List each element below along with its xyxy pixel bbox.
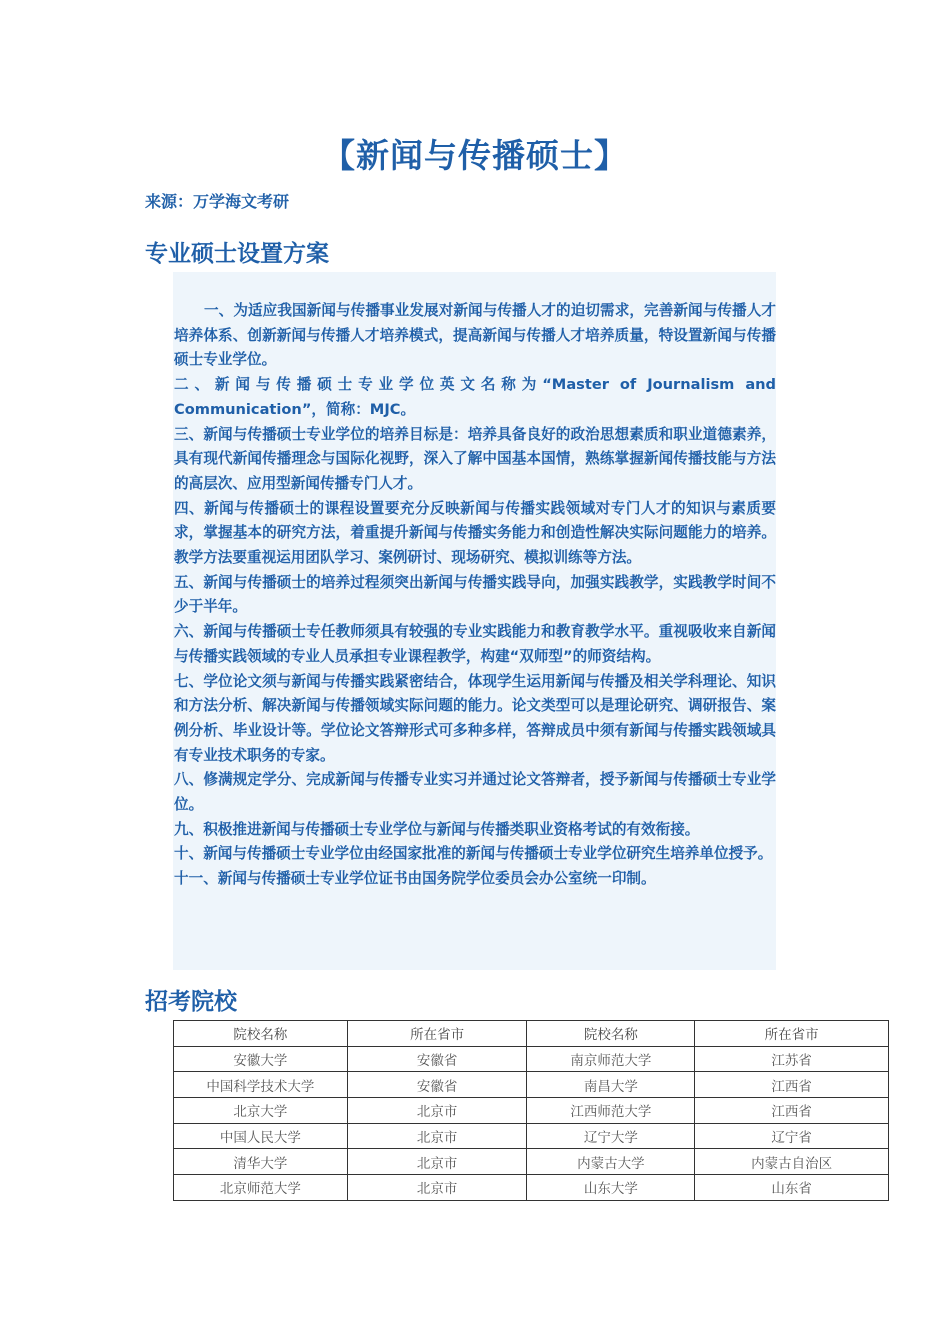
plan-paragraph: 二、新闻与传播硕士专业学位英文名称为“Master of Journalism and Communication”，简称：MJC。 [174,376,776,418]
school-name-cell: 中国人民大学 [174,1123,348,1149]
school-name-cell: 内蒙古大学 [527,1149,695,1175]
plan-paragraph: 十一、新闻与传播硕士专业学位证书由国务院学位委员会办公室统一印制。 [174,870,656,888]
plan-paragraph: 六、新闻与传播硕士专任教师须具有较强的专业实践能力和教育教学水平。重视吸收来自新闻与传播实践领域的专业人员承担专业课程教学，构建“双师型”的师资结构。 [174,623,776,665]
province-cell: 北京市 [347,1175,527,1201]
table-row [174,1072,889,1098]
school-name-cell: 北京师范大学 [174,1175,348,1201]
table-header-row [174,1021,889,1047]
school-name-cell: 中国科学技术大学 [174,1072,348,1098]
plan-paragraph: 十、新闻与传播硕士专业学位由经国家批准的新闻与传播硕士专业学位研究生培养单位授予。 [174,845,773,863]
plan-paragraph: 五、新闻与传播硕士的培养过程须突出新闻与传播实践导向，加强实践教学，实践教学时间不少于半年。 [174,573,776,616]
plan-paragraph: 一、为适应我国新闻与传播事业发展对新闻与传播人才的迫切需求，完善新闻与传播人才培养体系、创新新闻与传播人才培养模式，提高新闻与传播人才培养质量，特设置新闻与传播硕士专业学位。 [174,302,776,369]
province-cell: 安徽省 [347,1072,527,1098]
school-name-cell: 南昌大学 [527,1072,695,1098]
school-name-cell: 安徽大学 [174,1046,348,1072]
province-cell: 江西省 [695,1072,889,1098]
plan-paragraph: 八、修满规定学分、完成新闻与传播专业实习并通过论文答辩者，授予新闻与传播硕士专业学位。 [174,771,776,814]
province-cell: 北京市 [347,1123,527,1149]
schools-table [173,1020,889,1201]
page-title: 【新闻与传播硕士】 [322,136,628,175]
province-cell: 北京市 [347,1098,527,1124]
table-row [174,1046,889,1072]
plan-paragraph: 四、新闻与传播硕士的课程设置要充分反映新闻与传播实践领域对专门人才的知识与素质要求，掌握基本的研究方法，着重提升新闻与传播实务能力和创造性解决实际问题能力的培养。教学方法要重视运用团队学习、案例研讨、现场研究、模拟训练等方法。 [174,499,776,567]
source-line: 来源：万学海文考研 [145,192,290,211]
school-name-cell: 江西师范大学 [527,1098,695,1124]
table-row [174,1149,889,1175]
table-row [174,1098,889,1124]
province-cell: 山东省 [695,1175,889,1201]
plan-paragraph: 七、学位论文须与新闻与传播实践紧密结合，体现学生运用新闻与传播及相关学科理论、知识和方法分析、解决新闻与传播领域实际问题的能力。论文类型可以是理论研究、调研报告、案例分析、毕业设计等。学位论文答辩形式可多种多样，答辩成员中须有新闻与传播实践领域具有专业技术职务的专家。 [174,672,776,764]
table-row [174,1123,889,1149]
school-name-cell: 辽宁大学 [527,1123,695,1149]
schools-heading: 招考院校 [145,989,237,1015]
plan-box [173,272,776,970]
header-school-name: 院校名称 [174,1021,348,1047]
school-name-cell: 北京大学 [174,1098,348,1124]
plan-heading: 专业硕士设置方案 [145,241,329,267]
school-name-cell: 清华大学 [174,1149,348,1175]
province-cell: 江西省 [695,1098,889,1124]
province-cell: 安徽省 [347,1046,527,1072]
header-school-name: 院校名称 [527,1021,695,1047]
table-row [174,1175,889,1201]
province-cell: 北京市 [347,1149,527,1175]
province-cell: 江苏省 [695,1046,889,1072]
header-province: 所在省市 [347,1021,527,1047]
province-cell: 内蒙古自治区 [695,1149,889,1175]
plan-paragraph: 九、积极推进新闻与传播硕士专业学位与新闻与传播类职业资格考试的有效衔接。 [174,820,700,838]
province-cell: 辽宁省 [695,1123,889,1149]
school-name-cell: 山东大学 [527,1175,695,1201]
plan-paragraph: 三、新闻与传播硕士专业学位的培养目标是：培养具备良好的政治思想素质和职业道德素养，具有现代新闻传播理念与国际化视野，深入了解中国基本国情，熟练掌握新闻传播技能与方法的高层次、应用型新闻传播专门人才。 [174,425,776,492]
header-province: 所在省市 [695,1021,889,1047]
school-name-cell: 南京师范大学 [527,1046,695,1072]
